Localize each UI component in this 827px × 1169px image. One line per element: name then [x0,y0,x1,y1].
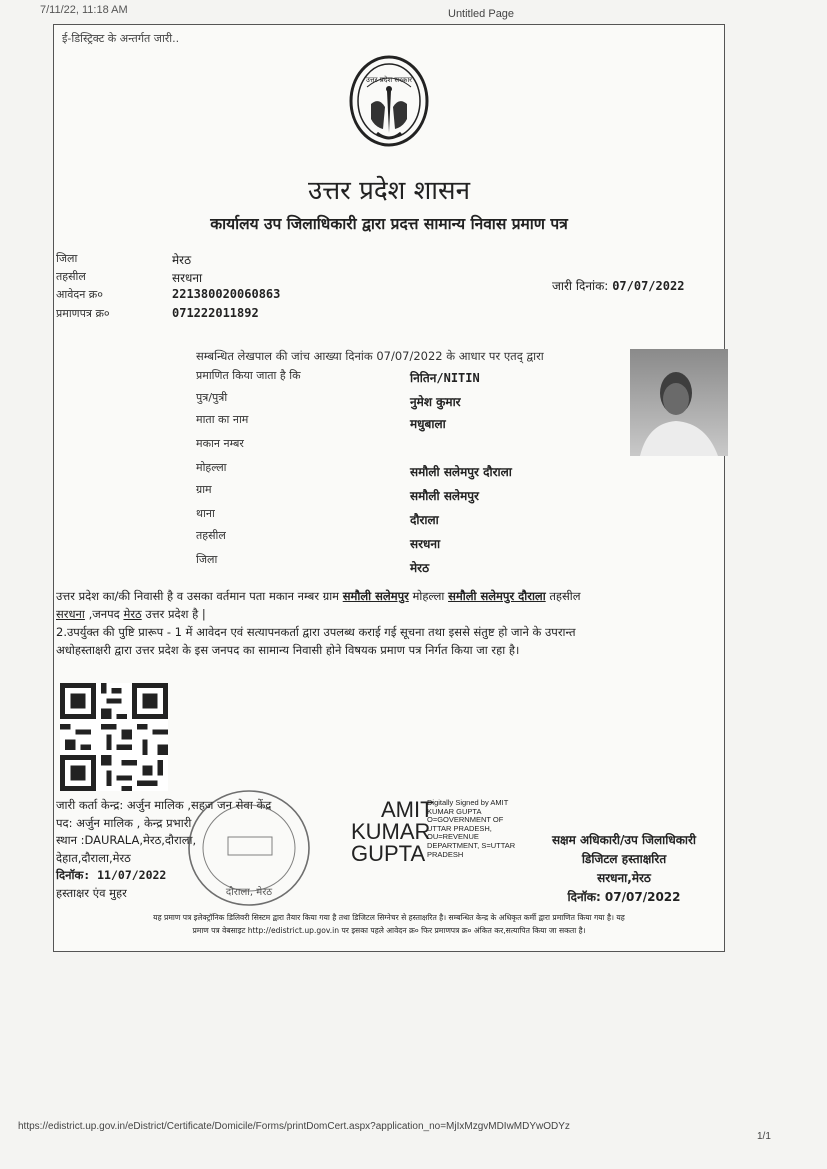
tehsil-label: तहसील [56,270,86,283]
applicant-name: नितिन/NITIN [410,371,480,385]
mohalla-label: मोहल्ला [196,461,227,474]
district-label-2: जिला [196,553,218,566]
disclaimer-line1: यह प्रमाण पत्र इलेक्ट्रॉनिक डिलिवरी सिस्टम द्वारा तैयार किया गया है तथा डिजिटल सिग्नेचर से हस्ताक्षरित है। सम्बन्धित केन्द्र के अधिकृत कर्मी द्वारा प्रमाणित किया गया है। यह [153,913,625,922]
issue-date-label: जारी दिनांक: [552,279,609,293]
print-url: https://edistrict.up.gov.in/eDistrict/Certificate/Domicile/Forms/printDomCert.aspx?application_no=MjIxMzgvMDIwMDYwODYz [18,1121,570,1132]
father-name: नुमेश कुमार [410,395,461,409]
print-page-title: Untitled Page [448,8,515,20]
authority-digital: डिजिटल हस्ताक्षरित [581,852,667,866]
district-value-2: मेरठ [410,561,430,575]
certify-label: प्रमाणित किया जाता है कि [196,369,301,382]
district-value: मेरठ [172,253,192,267]
verification-intro: सम्बन्धित लेखपाल की जांच आख्या दिनांक 07/07/2022 के आधार पर एतद् द्वारा [196,349,544,363]
house-label: मकान नम्बर [196,437,244,450]
edistrict-note: ई-डिस्ट्रिक्ट के अन्तर्गत जारी.. [62,32,180,45]
issuer-rural: देहात,दौराला,मेरठ [56,850,131,865]
application-label: आवेदन क्र० [56,288,103,301]
disclaimer [54,911,724,937]
issuer-place: स्थान :DAURALA,मेरठ,दौराला, [56,833,197,847]
issuer-center: जारी कर्ता केन्द्र: अर्जुन मालिक ,सहज जन सेवा केंद्र [56,798,272,812]
issue-date-value: 07/07/2022 [612,279,685,293]
certificate-title: कार्यालय उप जिलाधिकारी द्वारा प्रदत्त सामान्य निवास प्रमाण पत्र [210,215,568,233]
qr-code-icon [60,683,168,791]
mother-label: माता का नाम [196,413,249,426]
signer-name-line2: KUMAR [351,819,431,844]
issue-date [552,277,684,294]
district-label: जिला [56,252,78,265]
govt-title: उत्तर प्रदेश शासन [307,176,471,206]
signer-name-line1: AMIT [381,797,434,822]
authority-place: सरधना,मेरठ [597,871,651,885]
tehsil-value: सरधना [172,271,203,285]
print-datetime: 7/11/22, 11:18 AM [40,4,128,16]
child-label: पुत्र/पुत्री [196,391,228,404]
person-photo-icon [630,349,728,456]
certificate-number: 071222011892 [172,306,259,320]
signer-name-line3: GUPTA [351,841,426,866]
emblem-lettering: उत्तर प्रदेश सरकार [365,76,413,84]
village-value: समौली सलेमपुर [410,489,479,503]
certificate-label: प्रमाणपत्र क्र० [56,307,110,320]
disclaimer-line2: प्रमाण पत्र वेबसाइट http://edistrict.up.gov.in पर इसका पहले आवेदन क्र० फिर प्रमाणपत्र क्र० अंकित कर,सत्यापित किया जा सकता है। [192,926,586,935]
police-station-value: दौराला [410,513,439,527]
print-page-number: 1/1 [757,1131,771,1142]
authority-block [526,831,722,907]
mother-name: मधुबाला [410,417,446,431]
mohalla-value: समौली सलेमपुर दौराला [410,465,512,479]
up-emblem-icon [347,49,431,149]
tehsil-value-2: सरधना [410,537,441,551]
application-number: 221380020060863 [172,287,281,301]
issuer-post: पद: अर्जुन मालिक , केन्द्र प्रभारी [56,815,192,830]
authority-date: दिनॉक: 07/07/2022 [567,890,681,904]
issuer-date: दिनॉक: 11/07/2022 [56,868,167,882]
tehsil-label-2: तहसील [196,529,226,542]
signature-details: Digitally Signed by AMIT KUMAR GUPTA O=GOVERNMENT OF UTTAR PRADESH, OU=REVENUE DEPARTMENT, S=UTTAR PRADESH [427,798,516,859]
certificate [53,24,725,952]
police-station-label: थाना [196,507,215,520]
applicant-photo [630,349,728,456]
issuer-seal-label: हस्ताक्षर एंव मुहर [56,885,127,900]
stamp-text: दौराला, मेरठ [225,887,273,898]
residence-statement: उत्तर प्रदेश का/की निवासी है व उसका वर्तमान पता मकान नम्बर ग्राम समौली सलेमपुर मोहल्ला समौली सलेमपुर दौराला तहसील सरधना ,जनपद मेरठ उत्तर प्रदेश है | 2.उपर्युक्त की पुष्टि प्रारूप - 1 में आवेदन एवं सत्यापनकर्ता द्वारा उपलब्ध कराई गई सूचना तथा इससे संतुष्ट हो जाने के उपरान्त अधोहस्ताक्षरी द्वारा उत्तर प्रदेश के इस जनपद का सामान्य निवासी होने विषयक प्रमाण पत्र निर्गत किया जा रहा है। [56,589,581,657]
round-stamp-icon [184,785,314,911]
authority-title: सक्षम अधिकारी/उप जिलाधिकारी [551,833,697,847]
village-label: ग्राम [196,483,212,496]
